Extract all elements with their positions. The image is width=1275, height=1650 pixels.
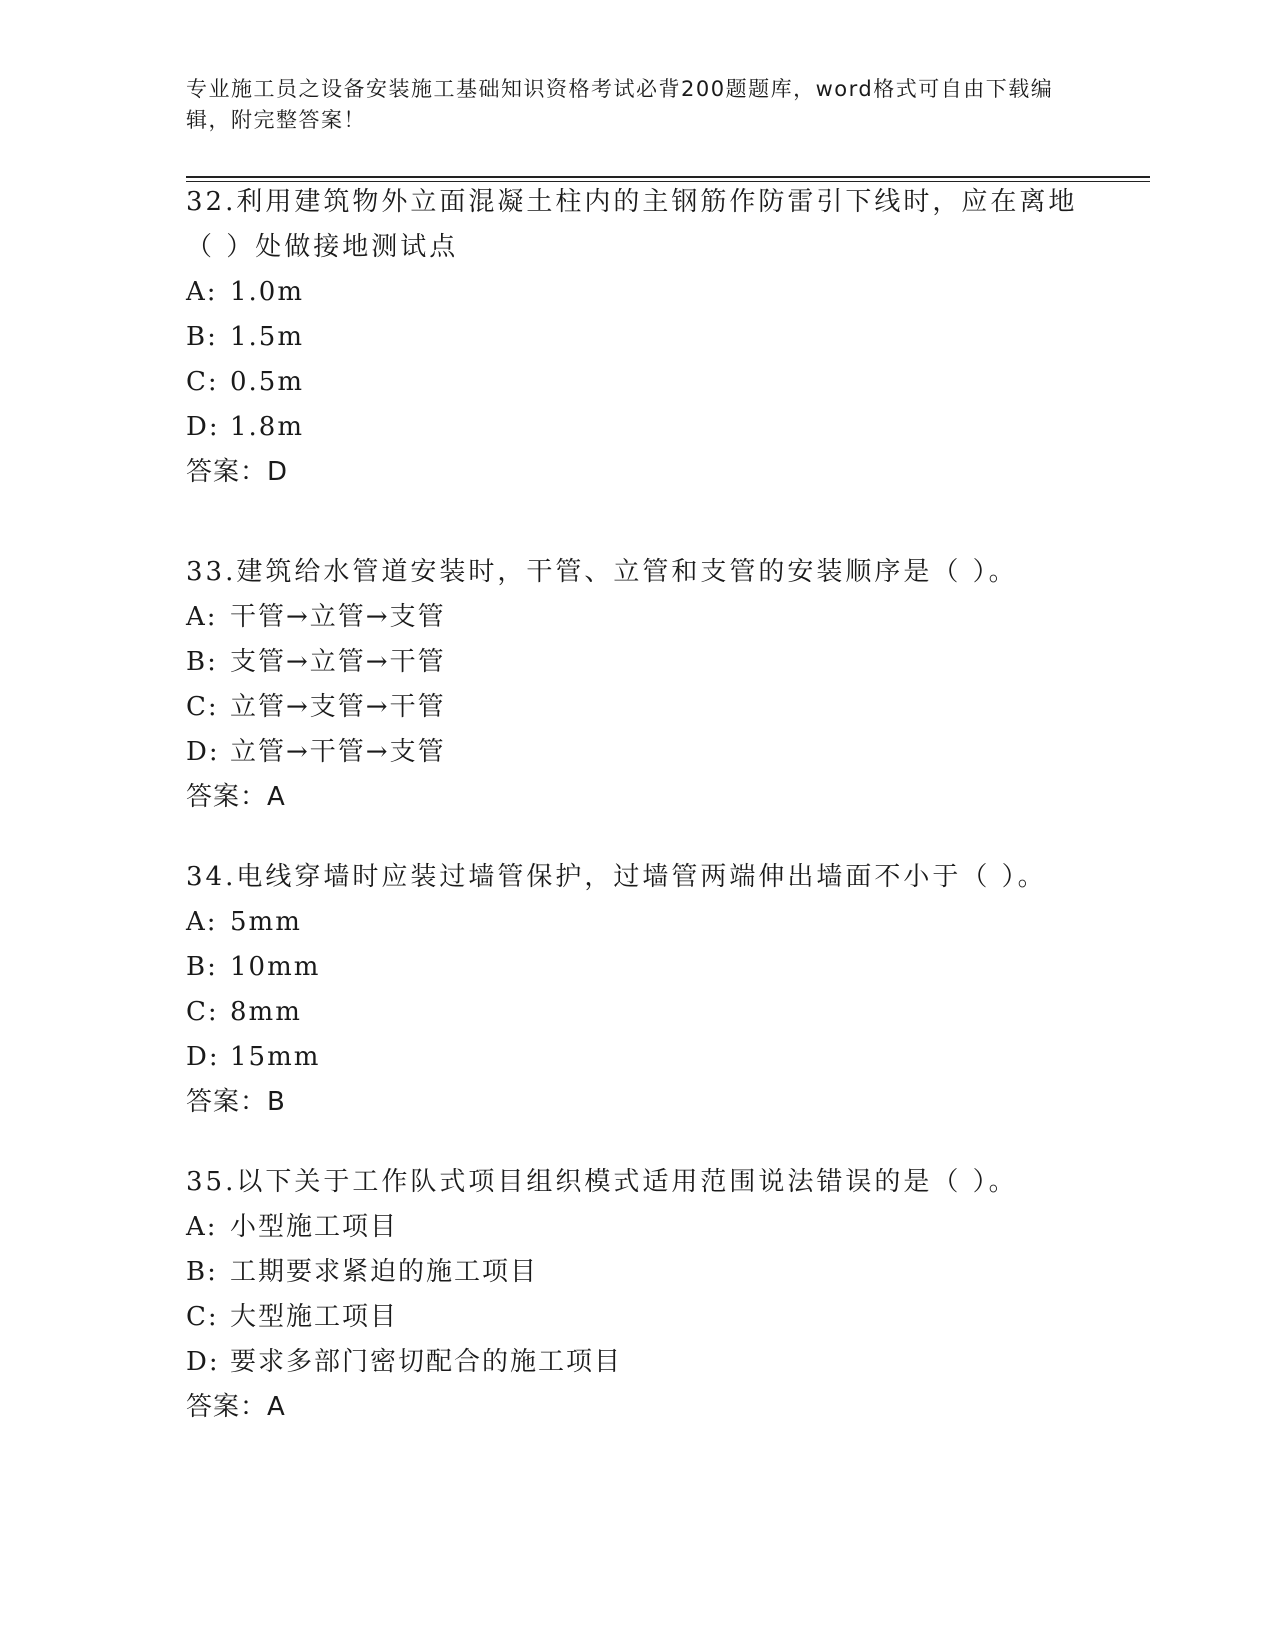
question-33 xyxy=(186,550,1086,820)
option-text: 10mm xyxy=(230,952,321,982)
question-32 xyxy=(186,180,1086,495)
document-header: 专业施工员之设备安装施工基础知识资格考试必背200题题库，word格式可自由下载编辑，附完整答案！ xyxy=(186,77,1054,132)
option-d xyxy=(186,1340,1086,1385)
option-key: A: xyxy=(186,907,218,937)
option-key: C: xyxy=(186,1302,219,1332)
option-a xyxy=(186,1205,1086,1250)
option-text: 小型施工项目 xyxy=(230,1212,399,1242)
option-key: D: xyxy=(186,737,220,767)
question-stem: 34.电线穿墙时应装过墙管保护，过墙管两端伸出墙面不小于（ ）。 xyxy=(186,862,1047,892)
question-34 xyxy=(186,855,1086,1125)
option-key: B: xyxy=(186,952,218,982)
option-text: 要求多部门密切配合的施工项目 xyxy=(230,1347,623,1377)
option-a xyxy=(186,900,1086,945)
option-b xyxy=(186,1250,1086,1295)
option-key: A: xyxy=(186,277,218,307)
option-text: 0.5m xyxy=(230,367,305,397)
question-stem: 35.以下关于工作队式项目组织模式适用范围说法错误的是（ ）。 xyxy=(186,1167,1018,1197)
option-d xyxy=(186,1035,1086,1080)
answer-line: 答案：A xyxy=(186,1392,286,1422)
option-key: B: xyxy=(186,1257,218,1287)
option-key: D: xyxy=(186,1042,220,1072)
option-text: 1.5m xyxy=(230,322,305,352)
option-key: C: xyxy=(186,692,219,722)
option-text: 1.0m xyxy=(230,277,305,307)
option-a xyxy=(186,270,1086,315)
option-text: 5mm xyxy=(230,907,302,937)
question-35 xyxy=(186,1160,1086,1430)
option-text: 8mm xyxy=(230,997,302,1027)
option-text: 立管→干管→支管 xyxy=(230,737,446,767)
header-divider-thick xyxy=(186,176,1150,178)
answer-line: 答案：A xyxy=(186,782,286,812)
option-text: 干管→立管→支管 xyxy=(230,602,446,632)
option-b xyxy=(186,315,1086,360)
option-text: 大型施工项目 xyxy=(230,1302,399,1332)
option-c xyxy=(186,360,1086,405)
option-a xyxy=(186,595,1086,640)
option-key: C: xyxy=(186,997,219,1027)
option-text: 支管→立管→干管 xyxy=(230,647,446,677)
option-key: D: xyxy=(186,1347,220,1377)
option-c xyxy=(186,1295,1086,1340)
option-text: 15mm xyxy=(230,1042,321,1072)
option-key: B: xyxy=(186,647,218,677)
option-b xyxy=(186,640,1086,685)
option-b xyxy=(186,945,1086,990)
option-key: A: xyxy=(186,602,218,632)
option-key: D: xyxy=(186,412,220,442)
question-stem: 33.建筑给水管道安装时，干管、立管和支管的安装顺序是（ ）。 xyxy=(186,557,1018,587)
option-key: A: xyxy=(186,1212,218,1242)
option-key: B: xyxy=(186,322,218,352)
option-text: 工期要求紧迫的施工项目 xyxy=(230,1257,539,1287)
option-key: C: xyxy=(186,367,219,397)
option-c xyxy=(186,685,1086,730)
option-c xyxy=(186,990,1086,1035)
option-text: 1.8m xyxy=(230,412,305,442)
option-d xyxy=(186,405,1086,450)
question-stem: 32.利用建筑物外立面混凝土柱内的主钢筋作防雷引下线时，应在离地（ ）处做接地测试点 xyxy=(186,187,1078,262)
answer-line: 答案：B xyxy=(186,1087,286,1117)
answer-line: 答案：D xyxy=(186,457,289,487)
option-text: 立管→支管→干管 xyxy=(230,692,446,722)
option-d xyxy=(186,730,1086,775)
